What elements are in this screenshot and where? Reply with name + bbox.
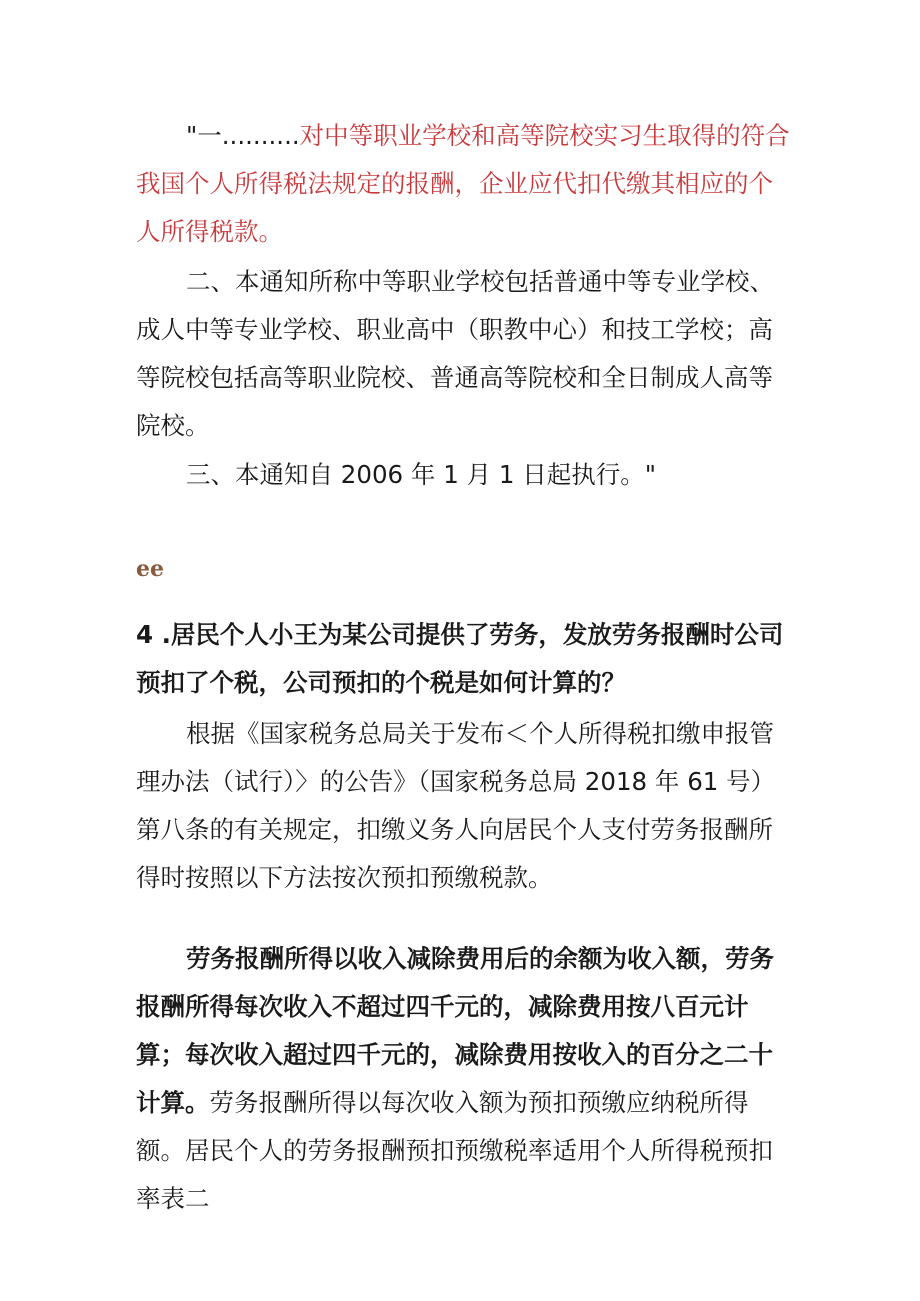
- paragraph-notice-item-1: [136, 112, 791, 256]
- method-bold-text: 劳务报酬所得以收入减除费用后的余额为收入额，劳务报酬所得每次收入不超过四千元的，减除费用按八百元计算；每次收入超过四千元的，减除费用按收入的百分之二十计算。: [136, 944, 774, 1117]
- method-normal-text: 劳务报酬所得以每次收入额为预扣预缴应纳税所得额。居民个人的劳务报酬预扣预缴税率适用个人所得税预扣率表二: [136, 1088, 773, 1213]
- question-4-heading: 4 .居民个人小王为某公司提供了劳务，发放劳务报酬时公司预扣了个税，公司预扣的个税是如何计算的？: [136, 620, 784, 697]
- item-1-red-text: 对中等职业学校和高等院校实习生取得的符合我国个人所得税法规定的报酬，企业应代扣代缴其相应的个人所得税款。: [136, 121, 790, 246]
- paragraph-notice-item-2: 二、本通知所称中等职业学校包括普通中等专业学校、成人中等专业学校、职业高中（职教中心）和技工学校；高等院校包括高等职业院校、普通高等院校和全日制成人高等院校。: [136, 267, 774, 440]
- paragraph-answer-basis: 根据《国家税务总局关于发布＜个人所得税扣缴申报管理办法（试行）〉的公告》（国家税务总局 2018 年 61 号）第八条的有关规定，扣缴义务人向居民个人支付劳务报酬所得时按照以下方法按次预扣预缴税款。: [136, 719, 776, 892]
- stray-marker-text: ee: [136, 556, 164, 582]
- item-1-prefix: "一..........: [186, 121, 300, 150]
- paragraph-notice-item-3: 三、本通知自 2006 年 1 月 1 日起执行。": [186, 460, 657, 489]
- paragraph-answer-method: [136, 935, 791, 1223]
